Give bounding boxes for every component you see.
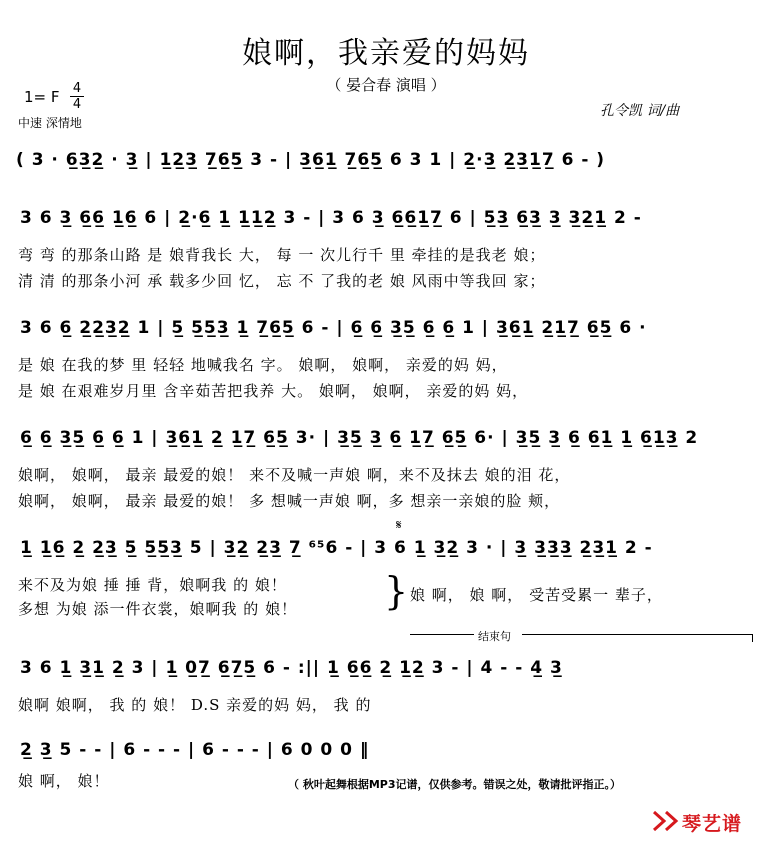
singer-credit: （ 晏合春 演唱 ） (326, 76, 446, 94)
melody-line-6: 3 6 1̲ 3̲1̲ 2̲ 3 | 1̲ 0̲7̲ 6̲7̲5̲ 6 - :|| 1̲ 6̲6̲ 2̲ 1̲2̲ 3 - | 4 - - 4̲ 3̲ (20, 658, 563, 678)
key-signature: 1= F (24, 88, 60, 106)
melody-line-7: 2̲ 3̲ 5 - - | 6 - - - | 6 - - - | 6 0 0 0 ‖ (20, 740, 370, 760)
ending-bracket-right (522, 634, 752, 635)
segno-sign: 𝄋 (396, 518, 402, 533)
logo-mark-icon (652, 810, 680, 832)
time-top: 4 (72, 81, 82, 96)
lyric-line-2a: 弯 弯 的那条山路 是 娘背我长 大， 每 一 次儿行千 里 牵挂的是我老 娘； (18, 246, 546, 264)
lyric-line-4b: 娘啊， 娘啊， 最亲 最爱的娘！ 多 想喊一声娘 啊，多 想亲一亲娘的脸 颊， (18, 492, 561, 510)
ending-bracket-left (410, 634, 474, 635)
lyric-line-4a: 娘啊， 娘啊， 最亲 最爱的娘！ 来不及喊一声娘 啊，来不及抹去 娘的泪 花， (18, 466, 571, 484)
melody-line-1: ( 3 · 6̲3̲2̲ · 3̲ | 1̲2̲3̲ 7̲6̲5̲ 3 - | 3̲6̲1̲ 7̲6̲5̲ 6 3 1 | 2̲·3̲ 2̲3̲1̲7̲ 6 - ) (16, 150, 606, 170)
ending-label: 结束句 (478, 630, 511, 643)
lyric-line-5a: 来不及为娘 捶 捶 背，娘啊我 的 娘！ (18, 576, 287, 594)
melody-line-3: 3 6 6̲ 2̲2̲3̲2̲ 1 | 5̲ 5̲5̲3̲ 1̲ 7̲6̲5̲ 6 - | 6̲ 6̲ 3̲5̲ 6̲ 6̲ 1 | 3̲6̲1̲ 2̲1̲7̲ 6̲5̲ 6 · (20, 318, 647, 338)
melody-line-5: 1̲ 1̲6̲ 2̲ 2̲3̲ 5̲ 5̲5̲3̲ 5 | 3̲2̲ 2̲3̲ 7̲ ⁶⁵6 - | 3 6 1̲ 3̲2̲ 3 · | 3̲ 3̲3̲3̲ 2̲3̲1̲ 2 - (20, 538, 653, 558)
tempo-marking: 中速 深情地 (18, 116, 82, 130)
lyric-line-3b: 是 娘 在艰难岁月里 含辛茹苦把我养 大。 娘啊， 娘啊， 亲爱的妈 妈， (18, 382, 529, 400)
lyric-line-3a: 是 娘 在我的梦 里 轻轻 地喊我名 字。 娘啊， 娘啊， 亲爱的妈 妈， (18, 356, 508, 374)
time-signature (70, 82, 84, 111)
logo-text: 琴艺谱 (682, 813, 743, 835)
lyric-line-7: 娘 啊， 娘！ (18, 772, 110, 790)
author-credit: 孔令凯 词/曲 (600, 103, 680, 119)
ending-bracket-tick (752, 634, 753, 642)
melody-line-2: 3 6 3̲ 6̲6̲ 1̲6̲ 6 | 2̲·6̲ 1̲ 1̲1̲2̲ 3 - | 3 6 3̲ 6̲6̲1̲7̲ 6 | 5̲3̲ 6̲3̲ 3̲ 3̲2̲1̲ 2 - (20, 208, 642, 228)
lyric-line-5b: 多想 为娘 添一件衣裳，娘啊我 的 娘！ (18, 600, 298, 618)
site-logo (652, 808, 756, 834)
verse-brace: } (384, 569, 409, 613)
transcription-note: （ 秋叶起舞根据MP3记谱，仅供参考。错误之处，敬请批评指正。） (288, 778, 621, 791)
melody-line-4: 6̲ 6̲ 3̲5̲ 6̲ 6̲ 1 | 3̲6̲1̲ 2̲ 1̲7̲ 6̲5̲ 3· | 3̲5̲ 3̲ 6̲ 1̲7̲ 6̲5̲ 6· | 3̲5̲ 3̲ 6̲ 6̲1̲ 1̲ 6̲1̲3̲ 2 (20, 428, 699, 448)
song-title: 娘啊，我亲爱的妈妈 (242, 36, 530, 71)
lyric-line-6: 娘啊 娘啊， 我 的 娘！ D.S 亲爱的妈 妈， 我 的 (18, 696, 372, 714)
lyric-line-2b: 清 清 的那条小河 承 载多少回 忆， 忘 不 了我的老 娘 风雨中等我回 家； (18, 272, 546, 290)
time-bottom: 4 (72, 97, 82, 112)
lyric-line-5-right: 娘 啊， 娘 啊， 受苦受累一 辈子， (410, 586, 663, 604)
